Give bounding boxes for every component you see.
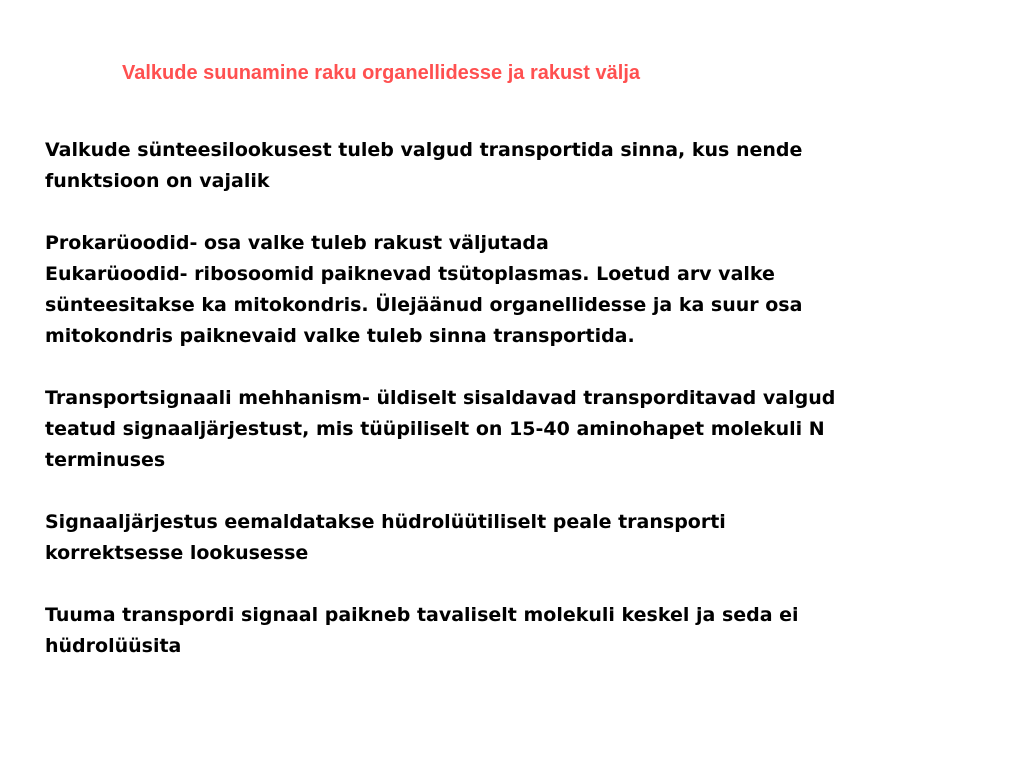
paragraph <box>45 135 1005 197</box>
text-line: Prokarüoodid- osa valke tuleb rakust väljutada <box>45 232 549 254</box>
text-line: mitokondris paiknevaid valke tuleb sinna transportida. <box>45 325 635 347</box>
paragraph <box>45 383 1005 476</box>
text-line: Transportsignaali mehhanism- üldiselt sisaldavad transporditavad valgud <box>45 387 836 409</box>
text-line: teatud signaaljärjestust, mis tüüpiliselt on 15-40 aminohapet molekuli N <box>45 418 825 440</box>
text-line: Tuuma transpordi signaal paikneb tavaliselt molekuli keskel ja seda ei <box>45 604 799 626</box>
slide-title: Valkude suunamine raku organellidesse ja rakust välja <box>122 62 641 84</box>
text-line: funktsioon on vajalik <box>45 170 270 192</box>
text-line: hüdrolüüsita <box>45 635 182 657</box>
text-line: terminuses <box>45 449 166 471</box>
paragraph <box>45 228 1005 352</box>
text-line: korrektsesse lookusesse <box>45 542 309 564</box>
text-line: Signaaljärjestus eemaldatakse hüdrolüütiliselt peale transporti <box>45 511 726 533</box>
text-line: Valkude sünteesilookusest tuleb valgud transportida sinna, kus nende <box>45 139 803 161</box>
slide-body <box>45 135 1005 693</box>
text-line: Eukarüoodid- ribosoomid paiknevad tsütoplasmas. Loetud arv valke <box>45 263 775 285</box>
paragraph <box>45 507 1005 569</box>
text-line: sünteesitakse ka mitokondris. Ülejäänud organellidesse ja ka suur osa <box>45 294 803 316</box>
paragraph <box>45 600 1005 662</box>
